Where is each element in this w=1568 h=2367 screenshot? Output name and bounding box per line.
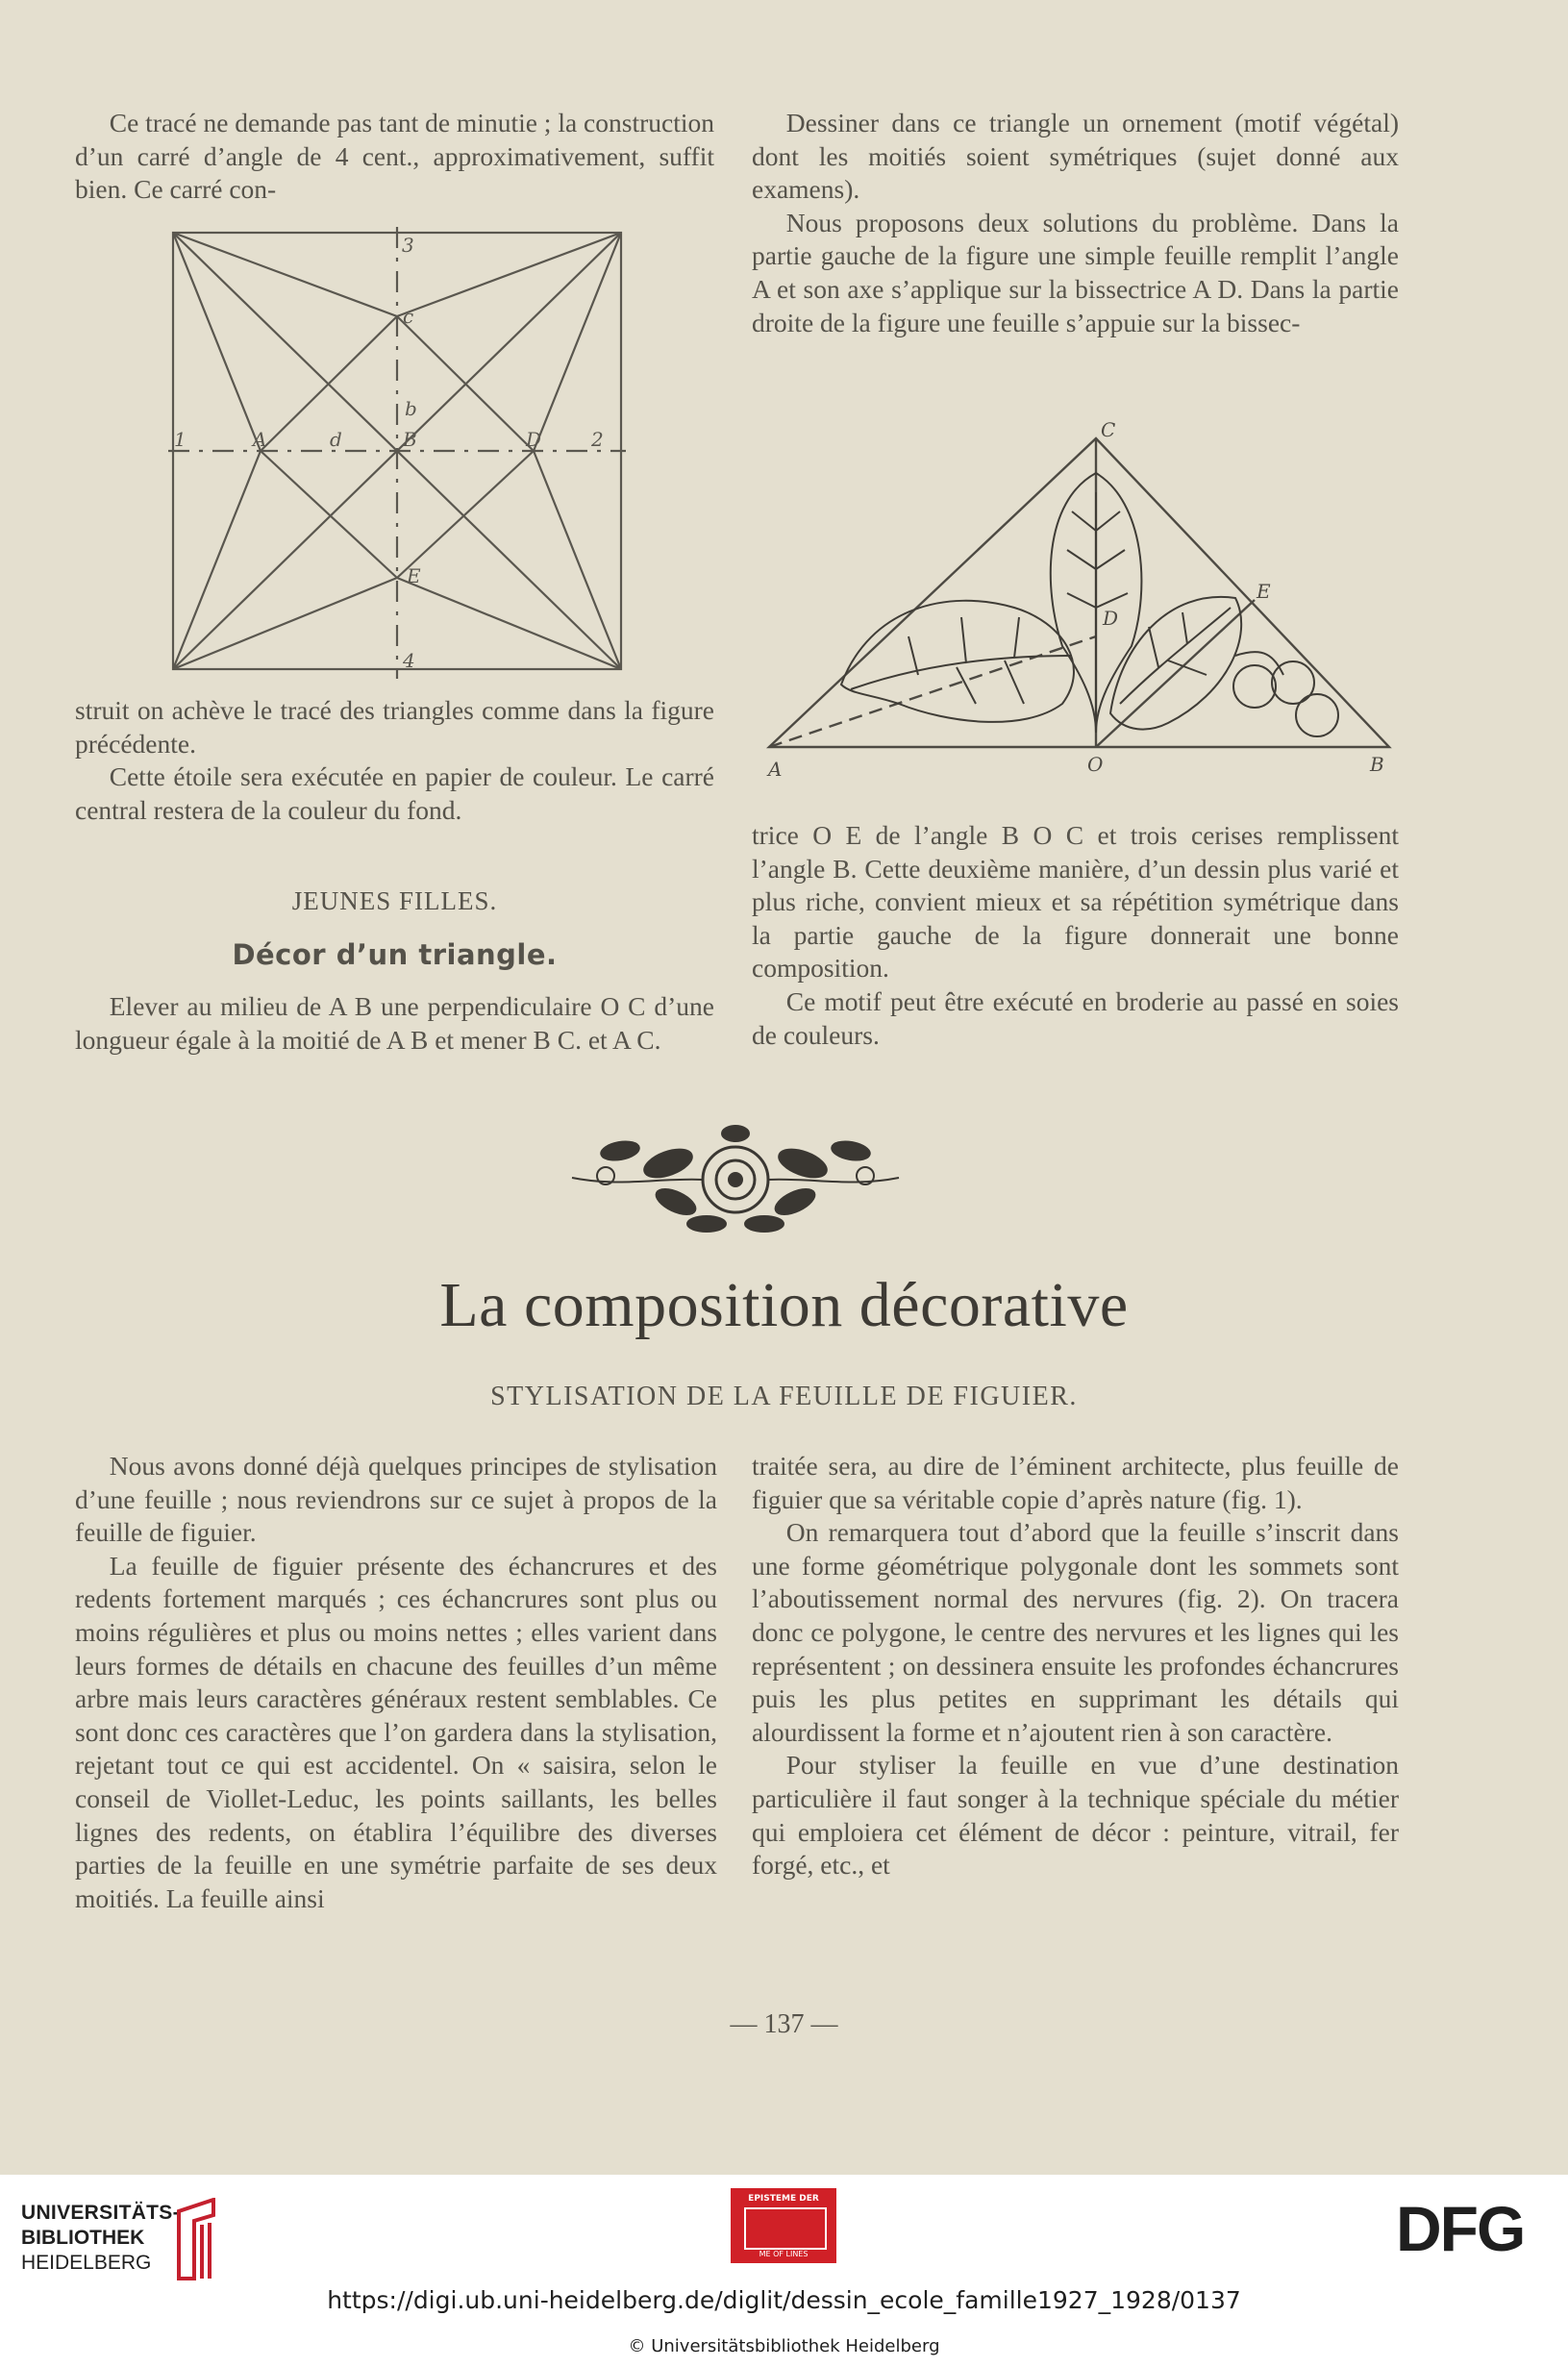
paragraph: Ce tracé ne demande pas tant de minutie ; la construction d’un carré d’angle de 4 cent., approximativement, suffit bien. Ce carré con-: [75, 108, 714, 205]
cherry: [1233, 665, 1276, 708]
bisector-line: [1096, 600, 1255, 747]
logo-text-bottom: ME OF LINES: [759, 2250, 809, 2258]
paragraph: Elever au milieu de A B une perpendiculaire O C d’une longueur égale à la moitié de A B et mener B C. et A C.: [75, 991, 714, 1055]
section-body: [75, 990, 714, 1057]
label-2: 2: [591, 428, 604, 451]
cherry: [1272, 661, 1314, 704]
label-B: B: [1370, 753, 1384, 776]
label-D: D: [526, 428, 542, 451]
library-name-line2: BIBLIOTHEK: [21, 2227, 145, 2249]
label-C: C: [1101, 418, 1116, 441]
construction-line: [534, 451, 621, 669]
bisector-line: [769, 636, 1096, 747]
label-d: d: [330, 428, 342, 451]
construction-line: [173, 578, 397, 669]
label-3: 3: [402, 234, 414, 257]
label-A: A: [768, 758, 783, 781]
cherry: [1296, 694, 1338, 736]
article-left-column: [75, 1450, 717, 1915]
figure-triangle-ornament: [755, 415, 1408, 781]
label-a: A: [253, 428, 267, 451]
construction-line: [397, 578, 621, 669]
construction-line: [173, 233, 397, 316]
paragraph: Cette étoile sera exécutée en papier de couleur. Le carré central restera de la couleur du fond.: [75, 761, 714, 825]
library-name-line3: HEIDELBERG: [21, 2252, 152, 2274]
footer-bar: [0, 2175, 1568, 2367]
label-E: E: [407, 564, 421, 587]
paragraph: La feuille de figuier présente des échancrures et des redents fortement marqués ; ces échancrures sont plus ou moins régulières et plus ou moins nettes ; elles varient dans leurs formes de détails en chacune des feuilles d’un même arbre mais leurs caractères généraux restent semblables. Ce sont donc ces caractères que l’on gardera dans la stylisation, rejetant tout ce qui est accidentel. On « saisira, selon le conseil de Viollet-Leduc, les points saillants, les belles lignes des redents, on établira l’équilibre des diverses parties de la feuille en une symétrie parfaite de ses deux moitiés. La feuille ainsi: [75, 1550, 717, 1913]
article-right-column: [752, 1450, 1399, 1882]
paragraph: struit on achève le tracé des triangles comme dans la figure précédente.: [75, 695, 714, 759]
library-logo[interactable]: [21, 2198, 252, 2284]
left-leaf-veins: [851, 617, 1072, 704]
paragraph: Dessiner dans ce triangle un ornement (motif végétal) dont les moitiés soient symétriques (sujet donné aux examens).: [752, 108, 1399, 205]
episteme-logo[interactable]: [731, 2188, 836, 2263]
label-4: 4: [403, 649, 415, 672]
label-1: 1: [174, 428, 187, 451]
left-column-intro: [75, 107, 714, 207]
floral-ornament: [562, 1120, 908, 1237]
left-leaf: [841, 601, 1074, 722]
construction-line: [173, 233, 261, 451]
construction-line: [173, 451, 261, 669]
article-subtitle: STYLISATION DE LA FEUILLE DE FIGUIER.: [490, 1382, 1078, 1411]
paragraph: traitée sera, au dire de l’éminent architecte, plus feuille de figuier que sa véritable copie d’après nature (fig. 1).: [752, 1451, 1399, 1514]
logo-text-top: EPISTEME DER: [748, 2194, 819, 2204]
figure-square-construction: [168, 227, 639, 679]
construction-line: [397, 233, 621, 316]
source-url-link[interactable]: https://digi.ub.uni-heidelberg.de/diglit/dessin_ecole_famille1927_1928/0137: [327, 2286, 1241, 2314]
label-c: c: [403, 305, 414, 328]
label-B: B: [403, 428, 417, 451]
paragraph: trice O E de l’angle B O C et trois cerises remplissent l’angle B. Cette deuxième manière, d’un dessin plus varié et plus riche, convient mieux et sa répétition symétrique dans la partie gauche de la figure donnerait une bonne composition.: [752, 820, 1399, 984]
dfg-logo[interactable]: DFG: [1396, 2193, 1525, 2264]
library-emblem-icon: [173, 2198, 219, 2280]
label-b: b: [405, 397, 417, 420]
right-column-continued: [752, 819, 1399, 1052]
logo-frame: [744, 2207, 827, 2250]
article-title: La composition décorative: [439, 1270, 1129, 1340]
cherry-stem: [1235, 652, 1283, 675]
copyright-text: © Universitätsbibliothek Heidelberg: [628, 2336, 940, 2356]
library-name-line1: UNIVERSITÄTS-: [21, 2202, 180, 2224]
left-column-continued: [75, 694, 714, 827]
label-O: O: [1087, 753, 1104, 776]
right-column-intro: [752, 107, 1399, 339]
label-D: D: [1103, 607, 1119, 630]
label-E: E: [1257, 580, 1271, 603]
paragraph: Nous proposons deux solutions du problème. Dans la partie gauche de la figure une simple feuille remplit l’angle A et son axe s’applique sur la bissectrice A D. Dans la partie droite de la figure une feuille s’appuie sur la bissec-: [752, 207, 1399, 337]
construction-line: [534, 233, 621, 451]
leaf-veins: [1067, 492, 1128, 723]
paragraph: Nous avons donné déjà quelques principes de stylisation d’une feuille ; nous reviendrons sur ce sujet à propos de la feuille de figuier.: [75, 1451, 717, 1548]
paragraph: Pour styliser la feuille en vue d’une destination particulière il faut songer à la technique spéciale du métier qui emploiera cet élément de décor : peinture, vitrail, fer forgé, etc., et: [752, 1750, 1399, 1881]
paragraph: Ce motif peut être exécuté en broderie au passé en soies de couleurs.: [752, 985, 1399, 1050]
section-subtitle: Décor d’un triangle.: [232, 938, 558, 971]
page-number: — 137 —: [730, 2009, 838, 2039]
paragraph: On remarquera tout d’abord que la feuille s’inscrit dans une forme géométrique polygonale dont les sommets sont l’aboutissement normal des nervures (fig. 2). On tracera donc ce polygone, le centre des nervures et les lignes qui les représentent ; on dessinera ensuite les profondes échancrures puis les plus petites en supprimant les détails qui alourdissent la forme et n’ajoutent rien à son caractère.: [752, 1517, 1399, 1747]
section-title: JEUNES FILLES.: [291, 886, 498, 915]
